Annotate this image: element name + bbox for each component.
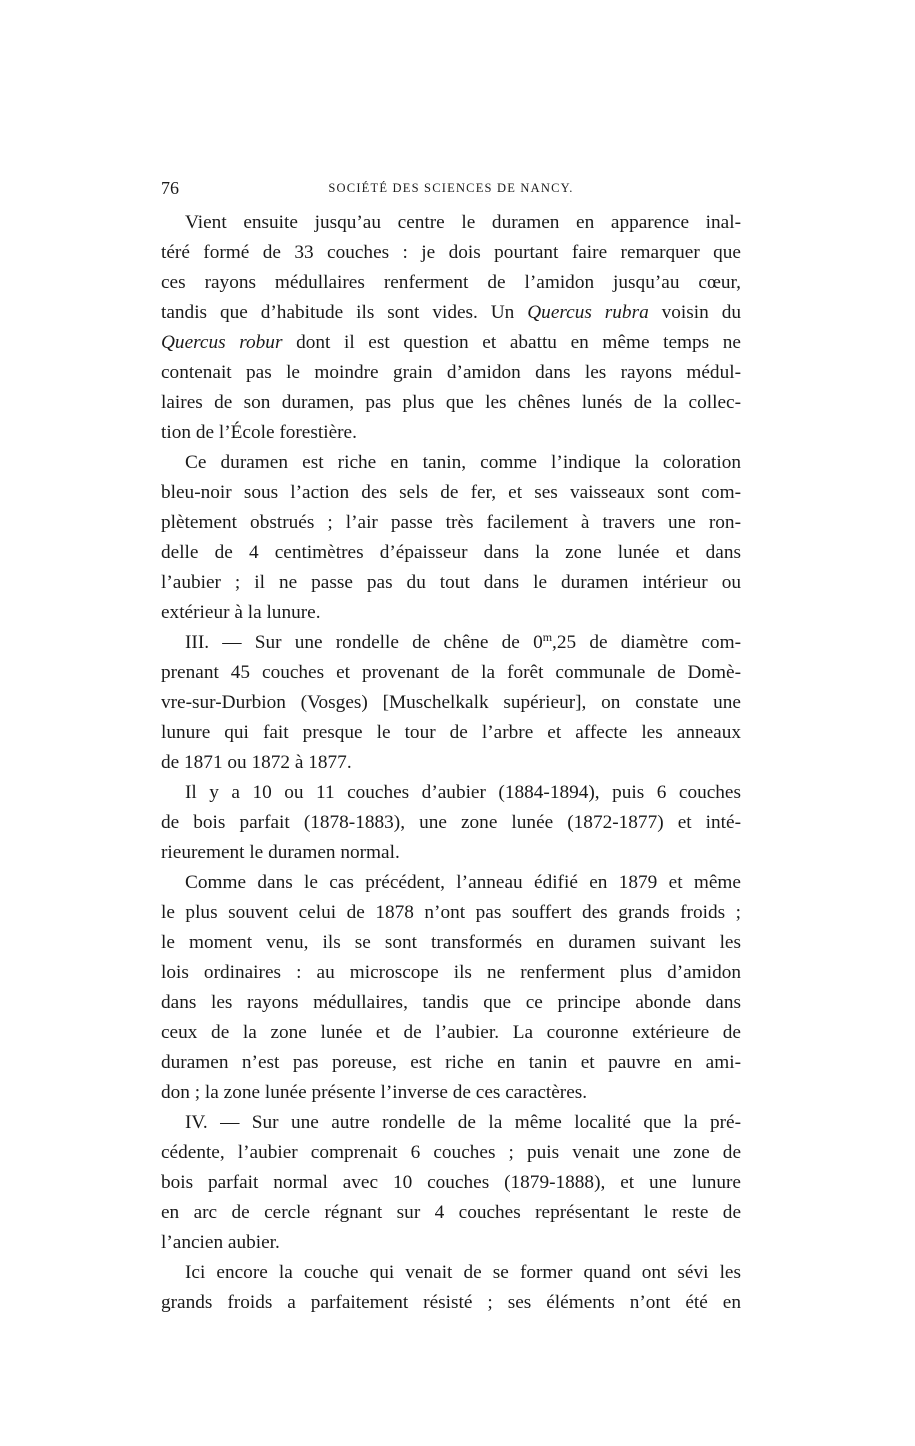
paragraph — [161, 1108, 741, 1258]
text-line: Ici encore la couche qui venait de se former quand ont sévi les — [185, 1262, 741, 1283]
book-page — [161, 178, 741, 1318]
text-line: téré formé de 33 couches : je dois pourtant faire remarquer que — [161, 242, 741, 263]
running-title: SOCIÉTÉ DES SCIENCES DE NANCY. — [328, 181, 574, 195]
text-line: III. — Sur une rondelle de chêne de 0$^m$,25 de diamètre com- — [185, 630, 741, 653]
text-line: de bois parfait (1878-1883), une zone lunée (1872-1877) et inté- — [161, 812, 741, 833]
text-line: bleu-noir sous l’action des sels de fer, et ses vaisseaux sont com- — [161, 482, 741, 503]
text-line: bois parfait normal avec 10 couches (1879-1888), et une lunure — [161, 1172, 741, 1193]
paragraph — [161, 448, 741, 628]
text-line: le plus souvent celui de 1878 n’ont pas souffert des grands froids ; — [161, 902, 741, 923]
text-line: ces rayons médullaires renferment de l’amidon jusqu’au cœur, — [161, 272, 741, 293]
text-line: lois ordinaires : au microscope ils ne renferment plus d’amidon — [161, 962, 741, 983]
text-line: duramen n’est pas poreuse, est riche en tanin et pauvre en ami- — [161, 1052, 741, 1073]
text-line: de 1871 ou 1872 à 1877. — [161, 752, 352, 773]
running-header — [161, 178, 741, 208]
paragraph — [161, 1258, 741, 1318]
text-line: IV. — Sur une autre rondelle de la même localité que la pré- — [185, 1112, 741, 1133]
text-line: extérieur à la lunure. — [161, 602, 321, 623]
text-line: Vient ensuite jusqu’au centre le duramen en apparence inal- — [185, 212, 741, 233]
paragraph — [161, 208, 741, 448]
text-line: tandis que d’habitude ils sont vides. Un Quercus rubra voisin du — [161, 302, 741, 323]
text-line: l’ancien aubier. — [161, 1232, 280, 1253]
text-line: le moment venu, ils se sont transformés en duramen suivant les — [161, 932, 741, 953]
text-line: Quercus robur dont il est question et abattu en même temps ne — [161, 332, 741, 353]
body-text — [161, 208, 741, 1318]
paragraph — [161, 628, 741, 778]
text-line: grands froids a parfaitement résisté ; ses éléments n’ont été en — [161, 1292, 741, 1313]
text-line: ceux de la zone lunée et de l’aubier. La couronne extérieure de — [161, 1022, 741, 1043]
text-line: prenant 45 couches et provenant de la forêt communale de Domè- — [161, 662, 741, 683]
text-line: plètement obstrués ; l’air passe très facilement à travers une ron- — [161, 512, 741, 533]
page-number: 76 — [161, 178, 179, 198]
text-line: en arc de cercle régnant sur 4 couches représentant le reste de — [161, 1202, 741, 1223]
text-line: Comme dans le cas précédent, l’anneau édifié en 1879 et même — [185, 872, 741, 893]
text-line: tion de l’École forestière. — [161, 422, 357, 443]
text-line: lunure qui fait presque le tour de l’arbre et affecte les anneaux — [161, 722, 741, 743]
text-line: vre-sur-Durbion (Vosges) [Muschelkalk supérieur], on constate une — [161, 692, 741, 713]
text-line: rieurement le duramen normal. — [161, 842, 400, 863]
text-line: cédente, l’aubier comprenait 6 couches ; puis venait une zone de — [161, 1142, 741, 1163]
paragraph — [161, 868, 741, 1108]
text-line: Ce duramen est riche en tanin, comme l’indique la coloration — [185, 452, 741, 473]
text-line: l’aubier ; il ne passe pas du tout dans le duramen intérieur ou — [161, 572, 741, 593]
text-line: delle de 4 centimètres d’épaisseur dans la zone lunée et dans — [161, 542, 741, 563]
text-line: contenait pas le moindre grain d’amidon dans les rayons médul- — [161, 362, 741, 383]
text-line: don ; la zone lunée présente l’inverse de ces caractères. — [161, 1082, 588, 1103]
text-line: laires de son duramen, pas plus que les chênes lunés de la collec- — [161, 392, 741, 413]
text-line: dans les rayons médullaires, tandis que ce principe abonde dans — [161, 992, 741, 1013]
paragraph — [161, 778, 741, 868]
text-line: Il y a 10 ou 11 couches d’aubier (1884-1894), puis 6 couches — [185, 782, 741, 803]
